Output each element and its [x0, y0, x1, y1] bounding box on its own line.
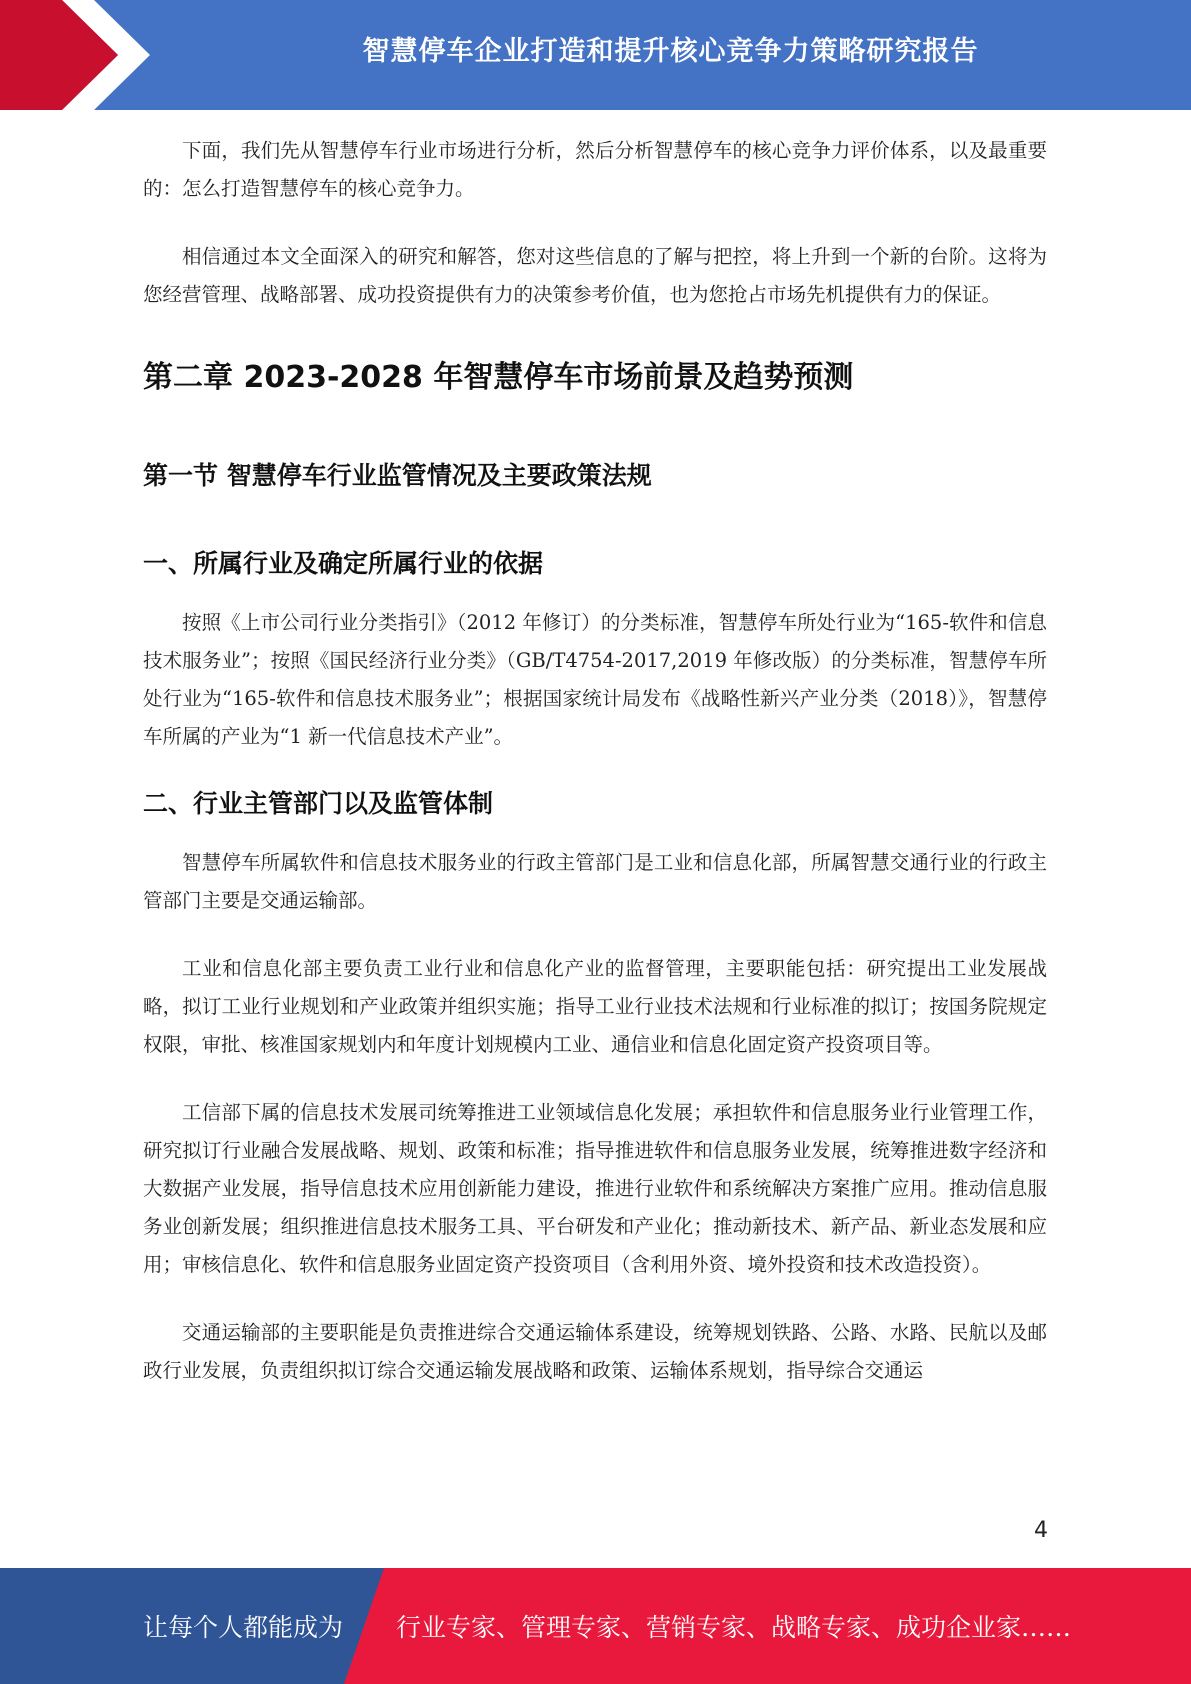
report-title: 智慧停车企业打造和提升核心竞争力策略研究报告: [362, 35, 979, 67]
page-number: 4: [1034, 1518, 1048, 1543]
subsection2-paragraph-4: 交通运输部的主要职能是负责推进综合交通运输体系建设，统筹规划铁路、公路、水路、民航以及邮政行业发展，负责组织拟订综合交通运输发展战略和政策、运输体系规划，指导综合交通运: [143, 1321, 1047, 1382]
subsection-title-2: 二、行业主管部门以及监管体制: [143, 789, 494, 818]
subsection-title-1: 一、所属行业及确定所属行业的依据: [143, 549, 544, 578]
footer-slogan-left: 让每个人都能成为: [143, 1613, 344, 1642]
intro-paragraph-2: 相信通过本文全面深入的研究和解答，您对这些信息的了解与把控，将上升到一个新的台阶。这将为您经营管理、战略部署、成功投资提供有力的决策参考价值，也为您抢占市场先机提供有力的保证。: [143, 245, 1047, 306]
chapter-title: 第二章 2023-2028 年智慧停车市场前景及趋势预测: [143, 360, 854, 395]
subsection2-paragraph-2: 工业和信息化部主要负责工业行业和信息化产业的监督管理，主要职能包括：研究提出工业发展战略，拟订工业行业规划和产业政策并组织实施；指导工业行业技术法规和行业标准的拟订；按国务院规定权限，审批、核准国家规划内和年度计划规模内工业、通信业和信息化固定资产投资项目等。: [143, 957, 1047, 1056]
document-body: [143, 132, 1047, 1420]
subsection2-paragraph-1: 智慧停车所属软件和信息技术服务业的行政主管部门是工业和信息化部，所属智慧交通行业的行政主管部门主要是交通运输部。: [143, 851, 1047, 912]
section-title: 第一节 智慧停车行业监管情况及主要政策法规: [143, 461, 652, 490]
footer-slogan-right: 行业专家、管理专家、营销专家、战略专家、成功企业家……: [396, 1613, 1072, 1642]
page-footer: [0, 1568, 1191, 1684]
subsection1-paragraph-1: 按照《上市公司行业分类指引》（2012 年修订）的分类标准，智慧停车所处行业为“165-软件和信息技术服务业”；按照《国民经济行业分类》（GB/T4754-2017,2019 年修改版）的分类标准，智慧停车所处行业为“165-软件和信息技术服务业”；根据国家统计局发布《战略性新兴产业分类（2018）》，智慧停车所属的产业为“1 新一代信息技术产业”。: [143, 611, 1047, 748]
intro-paragraph-1: 下面，我们先从智慧停车行业市场进行分析，然后分析智慧停车的核心竞争力评价体系，以及最重要的：怎么打造智慧停车的核心竞争力。: [143, 139, 1047, 200]
page-header: [0, 0, 1191, 110]
subsection2-paragraph-3: 工信部下属的信息技术发展司统筹推进工业领域信息化发展；承担软件和信息服务业行业管理工作，研究拟订行业融合发展战略、规划、政策和标准；指导推进软件和信息服务业发展，统筹推进数字经济和大数据产业发展，指导信息技术应用创新能力建设，推进行业软件和系统解决方案推广应用。推动信息服务业创新发展；组织推进信息技术服务工具、平台研发和产业化；推动新技术、新产品、新业态发展和应用；审核信息化、软件和信息服务业固定资产投资项目（含利用外资、境外投资和技术改造投资）。: [143, 1101, 1047, 1276]
